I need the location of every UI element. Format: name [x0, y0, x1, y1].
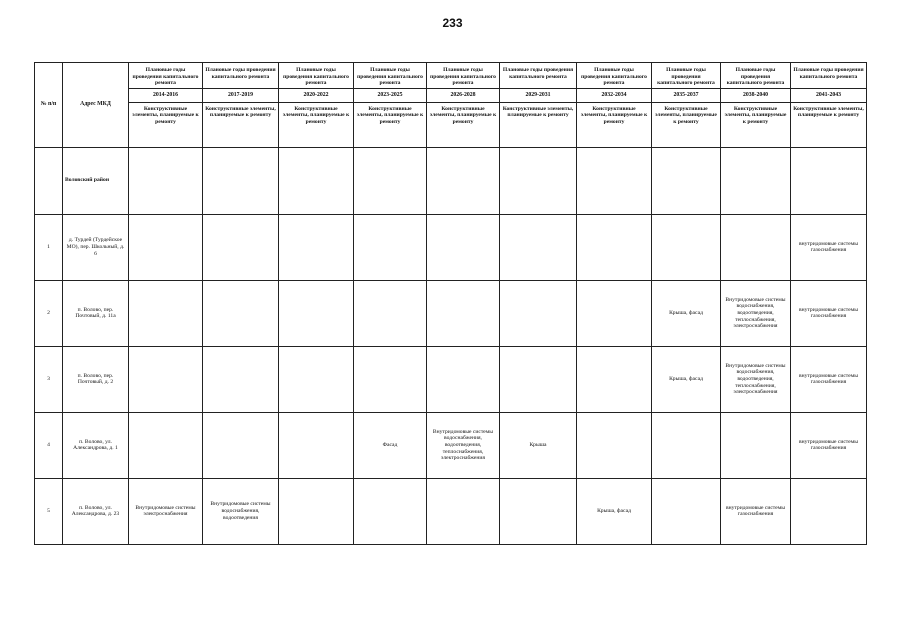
header-row-years	[35, 88, 867, 102]
period-header: Плановые годы проведения капитального ремонта	[500, 63, 577, 89]
period-elements-label: Конструктивные элементы, планируемые к ремонту	[721, 102, 791, 147]
period-header: Плановые годы проведения капитального ремонта	[203, 63, 279, 89]
row-number: 3	[35, 346, 63, 412]
capital-repair-plan-table	[34, 62, 867, 545]
table-cell	[652, 478, 721, 544]
period-header: Плановые годы проведения капитального ремонта	[279, 63, 354, 89]
period-header: Плановые годы проведения капитального ремонта	[652, 63, 721, 89]
table-cell	[652, 412, 721, 478]
period-years: 2020-2022	[279, 88, 354, 102]
page-number: 233	[442, 16, 463, 30]
table-cell	[652, 147, 721, 214]
header-row-elements	[35, 102, 867, 147]
period-years: 2026-2028	[427, 88, 500, 102]
table-row	[35, 214, 867, 280]
period-header: Плановые годы проведения капитального ремонта	[791, 63, 867, 89]
table-cell	[203, 412, 279, 478]
table-cell	[129, 412, 203, 478]
table-cell	[500, 346, 577, 412]
table-cell	[721, 147, 791, 214]
district-name: Воловский район	[63, 147, 129, 214]
table-cell: Крыша	[500, 412, 577, 478]
table-cell	[791, 147, 867, 214]
table-cell	[279, 214, 354, 280]
table-cell	[652, 214, 721, 280]
district-number-cell	[35, 147, 63, 214]
table-cell	[354, 346, 427, 412]
table-cell	[427, 147, 500, 214]
period-elements-label: Конструктивные элементы, планируемые к ремонту	[203, 102, 279, 147]
table-cell	[577, 280, 652, 346]
row-address: п. Волово, пер. Почтовый, д. 11а	[63, 280, 129, 346]
period-header: Плановые годы проведения капитального ремонта	[427, 63, 500, 89]
table-cell	[203, 280, 279, 346]
period-header: Плановые годы проведения капитального ремонта	[577, 63, 652, 89]
table-cell	[279, 280, 354, 346]
row-address: п. Волово, пер. Почтовый, д. 2	[63, 346, 129, 412]
table-cell	[500, 214, 577, 280]
period-elements-label: Конструктивные элементы, планируемые к ремонту	[652, 102, 721, 147]
table-cell	[279, 147, 354, 214]
table-cell	[577, 346, 652, 412]
table-cell	[791, 478, 867, 544]
table-cell	[279, 412, 354, 478]
table-cell	[129, 280, 203, 346]
table-cell: Внутридомовые системы водоснабжения, водоотведения, теплоснабжения, электроснабжения	[427, 412, 500, 478]
row-address: п. Волово, ул. Александрова, д. 1	[63, 412, 129, 478]
table-cell: Внутридомовые системы водоснабжения, водоотведения	[203, 478, 279, 544]
table-row	[35, 412, 867, 478]
table-cell: внутридомовые системы газоснабжения	[791, 214, 867, 280]
table-cell	[427, 478, 500, 544]
table-cell: Крыша, фасад	[652, 280, 721, 346]
table-cell	[721, 412, 791, 478]
table-cell	[721, 214, 791, 280]
table-cell	[427, 214, 500, 280]
period-elements-label: Конструктивные элементы, планируемые к ремонту	[427, 102, 500, 147]
table-cell	[203, 147, 279, 214]
col-number-header: № п/п	[35, 63, 63, 148]
period-years: 2023-2025	[354, 88, 427, 102]
table-cell	[427, 280, 500, 346]
table-cell: Фасад	[354, 412, 427, 478]
table-cell: Внутридомовые системы водоснабжения, водоотведения, теплоснабжения, электроснабжения	[721, 346, 791, 412]
table-cell	[577, 147, 652, 214]
table-cell: внутридомовые системы газоснабжения	[791, 412, 867, 478]
period-years: 2029-2031	[500, 88, 577, 102]
table-cell	[279, 478, 354, 544]
period-years: 2035-2037	[652, 88, 721, 102]
header-row-titles	[35, 63, 867, 89]
col-address-header: Адрес МКД	[63, 63, 129, 148]
row-address: д. Турдей (Турдейское МО), пер. Школьный, д. 6	[63, 214, 129, 280]
table-cell: внутридомовые системы газоснабжения	[791, 280, 867, 346]
period-elements-label: Конструктивные элементы, планируемые к ремонту	[129, 102, 203, 147]
row-address: п. Волово, ул. Александрова, д. 23	[63, 478, 129, 544]
period-elements-label: Конструктивные элементы, планируемые к ремонту	[577, 102, 652, 147]
row-number: 2	[35, 280, 63, 346]
period-years: 2038-2040	[721, 88, 791, 102]
table-cell: Крыша, фасад	[652, 346, 721, 412]
table-cell	[354, 147, 427, 214]
period-years: 2017-2019	[203, 88, 279, 102]
period-elements-label: Конструктивные элементы, планируемые к ремонту	[354, 102, 427, 147]
period-years: 2014-2016	[129, 88, 203, 102]
table-cell	[577, 214, 652, 280]
row-number: 5	[35, 478, 63, 544]
period-header: Плановые годы проведения капитального ремонта	[721, 63, 791, 89]
table-cell	[577, 412, 652, 478]
district-row	[35, 147, 867, 214]
period-header: Плановые годы проведения капитального ремонта	[354, 63, 427, 89]
table-cell	[129, 214, 203, 280]
period-years: 2041-2043	[791, 88, 867, 102]
table-cell	[354, 478, 427, 544]
row-number: 4	[35, 412, 63, 478]
table-row	[35, 280, 867, 346]
table-cell	[279, 346, 354, 412]
table-cell	[500, 478, 577, 544]
table-cell: внутридомовые системы газоснабжения	[791, 346, 867, 412]
table-cell	[500, 147, 577, 214]
period-header: Плановые годы проведения капитального ремонта	[129, 63, 203, 89]
table-cell	[354, 214, 427, 280]
period-elements-label: Конструктивные элементы, планируемые к ремонту	[791, 102, 867, 147]
table-cell	[129, 346, 203, 412]
table-row	[35, 346, 867, 412]
table-cell	[354, 280, 427, 346]
period-years: 2032-2034	[577, 88, 652, 102]
table-row	[35, 478, 867, 544]
table-cell	[203, 346, 279, 412]
table-cell	[427, 346, 500, 412]
table-cell: Внутридомовые системы электроснабжения	[129, 478, 203, 544]
table-cell: внутридомовые системы газоснабжения	[721, 478, 791, 544]
table-cell	[500, 280, 577, 346]
table-cell: Крыша, фасад	[577, 478, 652, 544]
row-number: 1	[35, 214, 63, 280]
period-elements-label: Конструктивные элементы, планируемые к ремонту	[279, 102, 354, 147]
table-cell	[129, 147, 203, 214]
table-cell	[203, 214, 279, 280]
period-elements-label: Конструктивные элементы, планируемые к ремонту	[500, 102, 577, 147]
table-cell: Внутридомовые системы водоснабжения, водоотведения, теплоснабжения, электроснабжения	[721, 280, 791, 346]
